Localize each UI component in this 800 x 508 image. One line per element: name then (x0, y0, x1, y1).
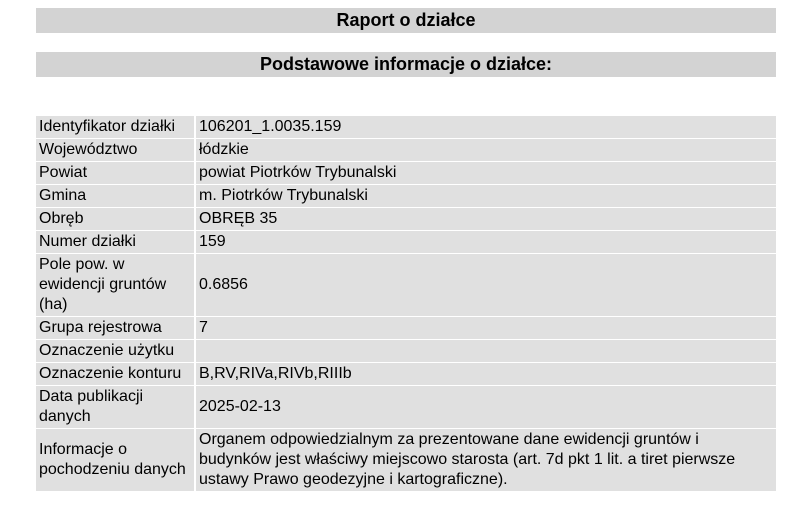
table-row (36, 208, 776, 230)
table-row (36, 231, 776, 253)
table-row (36, 429, 776, 491)
row-label-publication-date: Data publikacji danych (36, 386, 194, 428)
row-label-commune: Gmina (36, 185, 194, 207)
row-label-voivodeship: Województwo (36, 139, 194, 161)
row-value-publication-date: 2025-02-13 (194, 386, 776, 428)
table-row (36, 317, 776, 339)
parcel-info-table (36, 115, 776, 492)
table-row (36, 363, 776, 385)
table-row (36, 340, 776, 362)
row-value-land-use (194, 340, 776, 362)
row-label-precinct: Obręb (36, 208, 194, 230)
row-value-parcel-number: 159 (194, 231, 776, 253)
row-value-voivodeship: łódzkie (194, 139, 776, 161)
row-label-area: Pole pow. w ewidencji gruntów (ha) (36, 254, 194, 316)
row-label-register-group: Grupa rejestrowa (36, 317, 194, 339)
table-row (36, 116, 776, 138)
row-label-data-source: Informacje o pochodzeniu danych (36, 429, 194, 491)
row-label-contour: Oznaczenie konturu (36, 363, 194, 385)
table-row (36, 185, 776, 207)
table-row (36, 139, 776, 161)
row-value-precinct: OBRĘB 35 (194, 208, 776, 230)
table-row (36, 254, 776, 316)
row-value-data-source: Organem odpowiedzialnym za prezentowane dane ewidencji gruntów i budynków jest właściwy miejscowo starosta (art. 7d pkt 1 lit. a tiret pierwsze ustawy Prawo geodezyjne i kartograficzne). (194, 429, 776, 491)
report-title: Raport o działce (36, 8, 776, 33)
row-label-county: Powiat (36, 162, 194, 184)
row-value-area: 0.6856 (194, 254, 776, 316)
table-row (36, 386, 776, 428)
row-value-contour: B,RV,RIVa,RIVb,RIIIb (194, 363, 776, 385)
row-label-parcel-id: Identyfikator działki (36, 116, 194, 138)
table-row (36, 162, 776, 184)
row-value-parcel-id: 106201_1.0035.159 (194, 116, 776, 138)
row-label-parcel-number: Numer działki (36, 231, 194, 253)
row-label-land-use: Oznaczenie użytku (36, 340, 194, 362)
row-value-register-group: 7 (194, 317, 776, 339)
row-value-county: powiat Piotrków Trybunalski (194, 162, 776, 184)
row-value-commune: m. Piotrków Trybunalski (194, 185, 776, 207)
section-title: Podstawowe informacje o działce: (36, 52, 776, 77)
